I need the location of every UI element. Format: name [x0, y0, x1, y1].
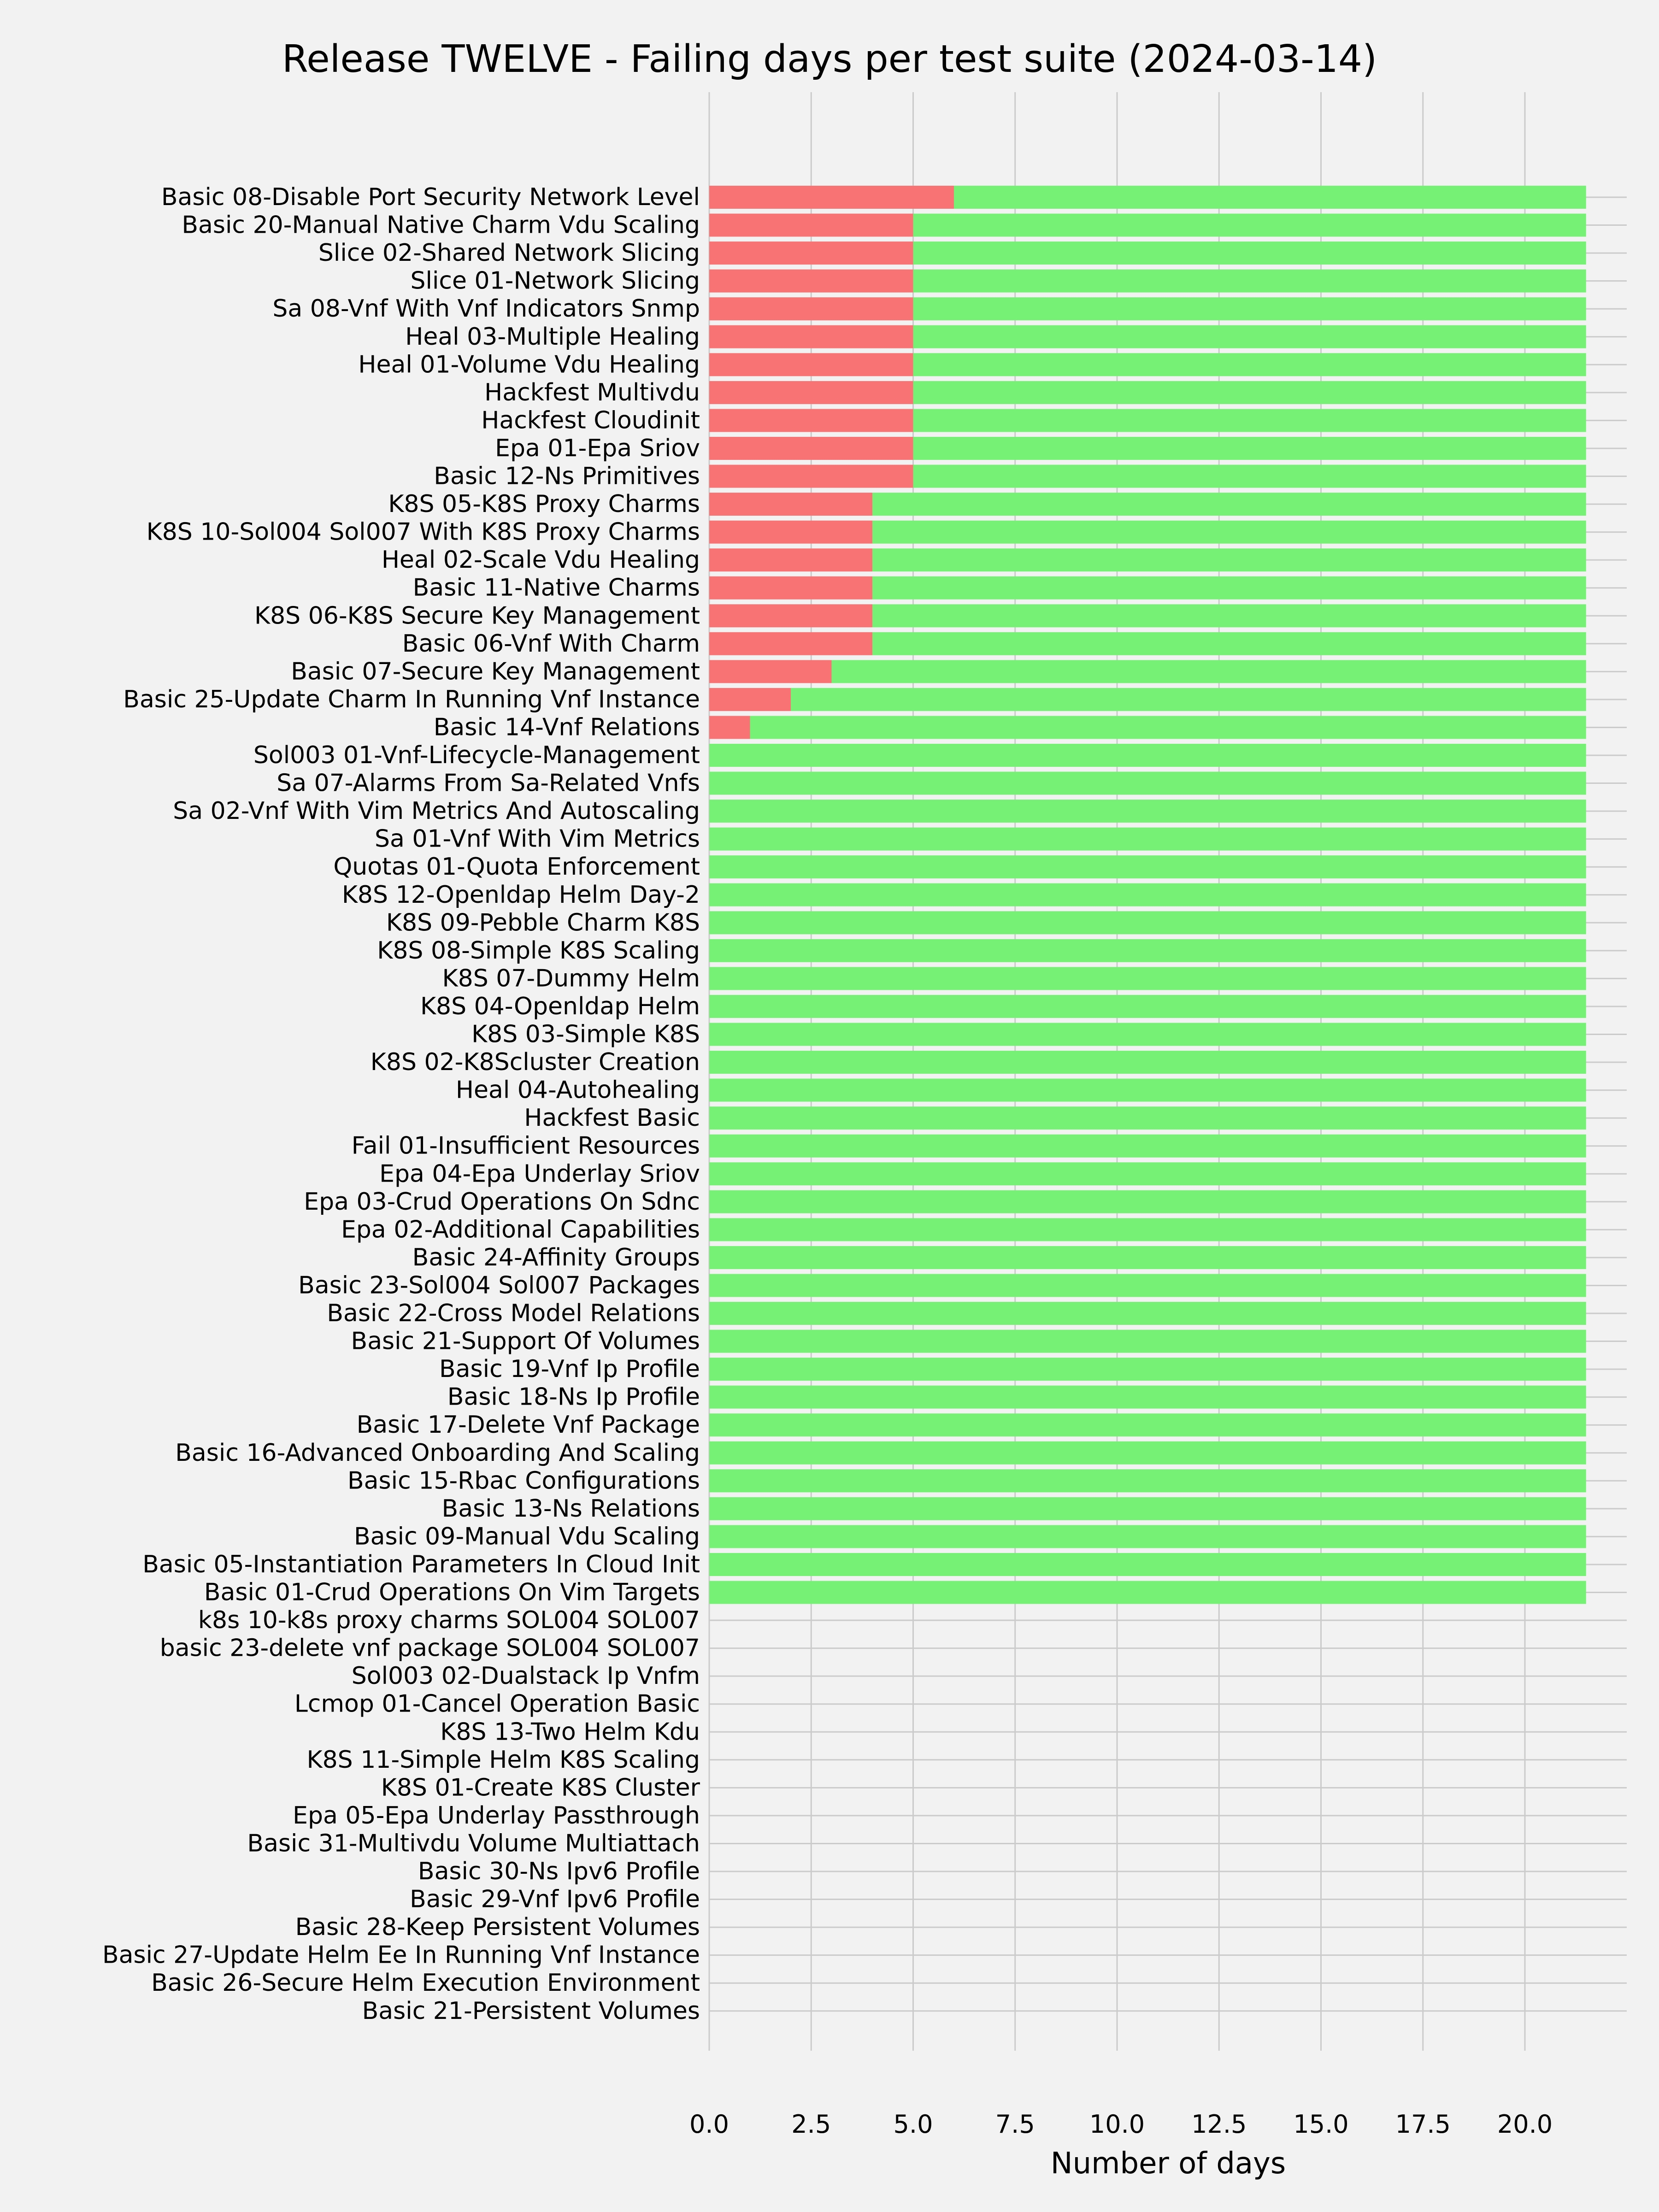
passing-bar: [872, 577, 1586, 600]
passing-bar: [913, 353, 1586, 376]
y-tick-label: Basic 08-Disable Port Security Network Level: [161, 183, 700, 211]
y-tick-label: K8S 04-Openldap Helm: [420, 992, 700, 1020]
passing-bar: [872, 521, 1586, 544]
x-tick-label: 5.0: [893, 2110, 933, 2139]
passing-bar: [709, 883, 1586, 906]
y-tick-label: Basic 12-Ns Primitives: [434, 462, 700, 490]
failing-bar: [709, 521, 872, 544]
passing-bar: [709, 744, 1586, 767]
y-tick-label: Basic 23-Sol004 Sol007 Packages: [298, 1271, 700, 1300]
y-tick-label: Basic 16-Advanced Onboarding And Scaling: [175, 1439, 700, 1467]
y-tick-label: Basic 13-Ns Relations: [441, 1494, 700, 1523]
x-tick-label: 7.5: [995, 2110, 1035, 2139]
y-tick-label: Basic 19-Vnf Ip Profile: [439, 1355, 700, 1383]
y-tick-label: Sa 07-Alarms From Sa-Related Vnfs: [276, 769, 700, 797]
y-tick-label: Lcmop 01-Cancel Operation Basic: [294, 1690, 700, 1718]
passing-bar: [913, 437, 1586, 460]
passing-bar: [709, 1581, 1586, 1604]
y-tick-label: Basic 11-Native Charms: [412, 574, 700, 602]
bars-layer: [709, 186, 1586, 1604]
y-tick-label: Epa 05-Epa Underlay Passthrough: [293, 1801, 700, 1830]
y-tick-label: Basic 31-Multivdu Volume Multiattach: [247, 1830, 700, 1858]
y-tick-label: K8S 06-K8S Secure Key Management: [254, 602, 700, 630]
y-tick-label: Basic 06-Vnf With Charm: [402, 629, 700, 658]
failing-bar: [709, 716, 750, 739]
passing-bar: [709, 1302, 1586, 1325]
failing-bar: [709, 604, 872, 627]
y-tick-label: Epa 02-Additional Capabilities: [341, 1216, 700, 1244]
passing-bar: [709, 1218, 1586, 1241]
y-tick-label: Basic 27-Update Helm Ee In Running Vnf Instance: [102, 1941, 700, 1969]
x-tick-label: 0.0: [689, 2110, 729, 2139]
y-tick-label: Basic 15-Rbac Configurations: [347, 1467, 700, 1495]
y-tick-label: Sa 08-Vnf With Vnf Indicators Snmp: [272, 295, 700, 323]
y-tick-label: Heal 03-Multiple Healing: [405, 323, 700, 351]
failing-bar: [709, 493, 872, 516]
failing-bar: [709, 548, 872, 571]
y-tick-label: Basic 24-Affinity Groups: [412, 1243, 700, 1271]
passing-bar: [709, 1023, 1586, 1046]
failing-bar: [709, 297, 913, 320]
passing-bar: [913, 381, 1586, 404]
y-tick-label: Quotas 01-Quota Enforcement: [333, 853, 700, 881]
y-tick-label: Basic 09-Manual Vdu Scaling: [353, 1523, 700, 1551]
x-tick-labels: [689, 2110, 1553, 2139]
y-tick-label: Sa 01-Vnf With Vim Metrics: [374, 825, 700, 853]
y-tick-label: K8S 05-K8S Proxy Charms: [388, 490, 700, 518]
y-tick-label: Hackfest Basic: [524, 1104, 700, 1132]
passing-bar: [709, 1441, 1586, 1465]
failing-bar: [709, 465, 913, 488]
passing-bar: [709, 1246, 1586, 1269]
passing-bar: [750, 716, 1586, 739]
passing-bar: [913, 241, 1586, 265]
passing-bar: [709, 1386, 1586, 1409]
passing-bar: [872, 493, 1586, 516]
y-tick-label: K8S 11-Simple Helm K8S Scaling: [306, 1746, 700, 1774]
y-tick-label: K8S 01-Create K8S Cluster: [381, 1774, 700, 1802]
passing-bar: [709, 1106, 1586, 1130]
passing-bar: [709, 1051, 1586, 1074]
passing-bar: [709, 1358, 1586, 1381]
passing-bar: [709, 1497, 1586, 1520]
y-tick-label: Basic 07-Secure Key Management: [291, 658, 700, 686]
x-tick-label: 20.0: [1497, 2110, 1553, 2139]
passing-bar: [709, 1330, 1586, 1353]
failing-bar: [709, 353, 913, 376]
passing-bar: [913, 270, 1586, 293]
passing-bar: [913, 325, 1586, 348]
chart-title: Release TWELVE - Failing days per test suite (2024-03-14): [282, 37, 1377, 81]
y-tick-label: k8s 10-k8s proxy charms SOL004 SOL007: [198, 1606, 700, 1635]
passing-bar: [913, 297, 1586, 320]
y-tick-label: Basic 22-Cross Model Relations: [327, 1300, 700, 1327]
y-tick-label: Epa 04-Epa Underlay Sriov: [379, 1160, 700, 1188]
passing-bar: [709, 1079, 1586, 1102]
y-tick-label: Slice 02-Shared Network Slicing: [318, 239, 700, 267]
passing-bar: [709, 828, 1586, 851]
passing-bar: [791, 688, 1586, 711]
y-tick-label: Basic 26-Secure Helm Execution Environment: [151, 1969, 700, 1997]
passing-bar: [709, 939, 1586, 962]
y-tick-label: Sol003 01-Vnf-Lifecycle-Management: [253, 741, 700, 769]
x-tick-label: 15.0: [1293, 2110, 1349, 2139]
passing-bar: [913, 465, 1586, 488]
failing-bar: [709, 270, 913, 293]
y-tick-label: basic 23-delete vnf package SOL004 SOL007: [159, 1634, 700, 1662]
y-tick-label: K8S 03-Simple K8S: [471, 1020, 700, 1048]
x-tick-label: 12.5: [1191, 2110, 1247, 2139]
y-tick-label: K8S 12-Openldap Helm Day-2: [341, 881, 700, 909]
y-tick-label: Hackfest Cloudinit: [481, 406, 700, 435]
failing-bar: [709, 325, 913, 348]
y-tick-label: Heal 01-Volume Vdu Healing: [358, 351, 700, 379]
y-tick-label: Heal 04-Autohealing: [455, 1076, 700, 1104]
passing-bar: [709, 1413, 1586, 1436]
passing-bar: [954, 186, 1586, 209]
passing-bar: [709, 967, 1586, 990]
passing-bar: [872, 604, 1586, 627]
failing-bar: [709, 214, 913, 237]
failing-bar: [709, 437, 913, 460]
failing-bar: [709, 241, 913, 265]
failing-bar: [709, 688, 791, 711]
y-tick-label: Basic 05-Instantiation Parameters In Cloud Init: [142, 1550, 700, 1578]
y-tick-label: K8S 09-Pebble Charm K8S: [386, 909, 700, 937]
y-tick-label: Basic 28-Keep Persistent Volumes: [295, 1913, 700, 1941]
y-tick-label: K8S 07-Dummy Helm: [442, 965, 700, 993]
passing-bar: [832, 660, 1586, 683]
passing-bar: [709, 995, 1586, 1018]
y-tick-label: Basic 14-Vnf Relations: [433, 713, 700, 741]
y-tick-label: Heal 02-Scale Vdu Healing: [381, 546, 700, 574]
y-tick-label: K8S 02-K8Scluster Creation: [370, 1048, 700, 1077]
passing-bar: [709, 1162, 1586, 1185]
passing-bar: [709, 1274, 1586, 1297]
failing-bar: [709, 577, 872, 600]
y-tick-label: Basic 30-Ns Ipv6 Profile: [418, 1858, 700, 1885]
failing-bar: [709, 381, 913, 404]
y-tick-label: Sol003 02-Dualstack Ip Vnfm: [351, 1662, 700, 1690]
y-tick-label: Epa 01-Epa Sriov: [495, 434, 700, 462]
y-tick-label: Sa 02-Vnf With Vim Metrics And Autoscaling: [173, 797, 700, 825]
y-tick-label: Basic 25-Update Charm In Running Vnf Instance: [123, 685, 700, 713]
passing-bar: [709, 1525, 1586, 1548]
passing-bar: [709, 911, 1586, 934]
y-tick-label: Basic 01-Crud Operations On Vim Targets: [204, 1578, 700, 1606]
passing-bar: [709, 1135, 1586, 1158]
y-tick-label: Epa 03-Crud Operations On Sdnc: [304, 1188, 700, 1216]
y-tick-label: Basic 21-Persistent Volumes: [362, 1997, 700, 2025]
failing-bar: [709, 186, 954, 209]
y-tick-label: Fail 01-Insufficient Resources: [351, 1132, 700, 1160]
x-axis-label: Number of days: [1050, 2147, 1286, 2181]
x-tick-label: 10.0: [1089, 2110, 1145, 2139]
y-tick-label: Hackfest Multivdu: [484, 378, 700, 406]
passing-bar: [709, 800, 1586, 823]
passing-bar: [872, 632, 1586, 655]
y-tick-label: Basic 17-Delete Vnf Package: [356, 1411, 700, 1439]
y-tick-label: Basic 20-Manual Native Charm Vdu Scaling: [182, 211, 700, 239]
passing-bar: [913, 214, 1586, 237]
y-tick-label: Basic 18-Ns Ip Profile: [447, 1383, 700, 1411]
passing-bar: [913, 409, 1586, 432]
y-tick-label: Basic 21-Support Of Volumes: [351, 1327, 700, 1355]
passing-bar: [709, 772, 1586, 795]
passing-bar: [709, 1469, 1586, 1492]
failing-bar: [709, 632, 872, 655]
x-tick-label: 17.5: [1395, 2110, 1451, 2139]
failing-bar: [709, 660, 832, 683]
y-tick-label: Slice 01-Network Slicing: [410, 267, 700, 295]
failing-bar: [709, 409, 913, 432]
x-tick-label: 2.5: [791, 2110, 831, 2139]
y-tick-label: K8S 13-Two Helm Kdu: [440, 1718, 700, 1746]
passing-bar: [709, 1553, 1586, 1576]
passing-bar: [709, 1190, 1586, 1213]
y-tick-label: K8S 10-Sol004 Sol007 With K8S Proxy Charms: [146, 518, 700, 546]
y-tick-label: Basic 29-Vnf Ipv6 Profile: [410, 1885, 700, 1913]
passing-bar: [709, 855, 1586, 878]
y-tick-label: K8S 08-Simple K8S Scaling: [377, 936, 700, 965]
passing-bar: [872, 548, 1586, 571]
